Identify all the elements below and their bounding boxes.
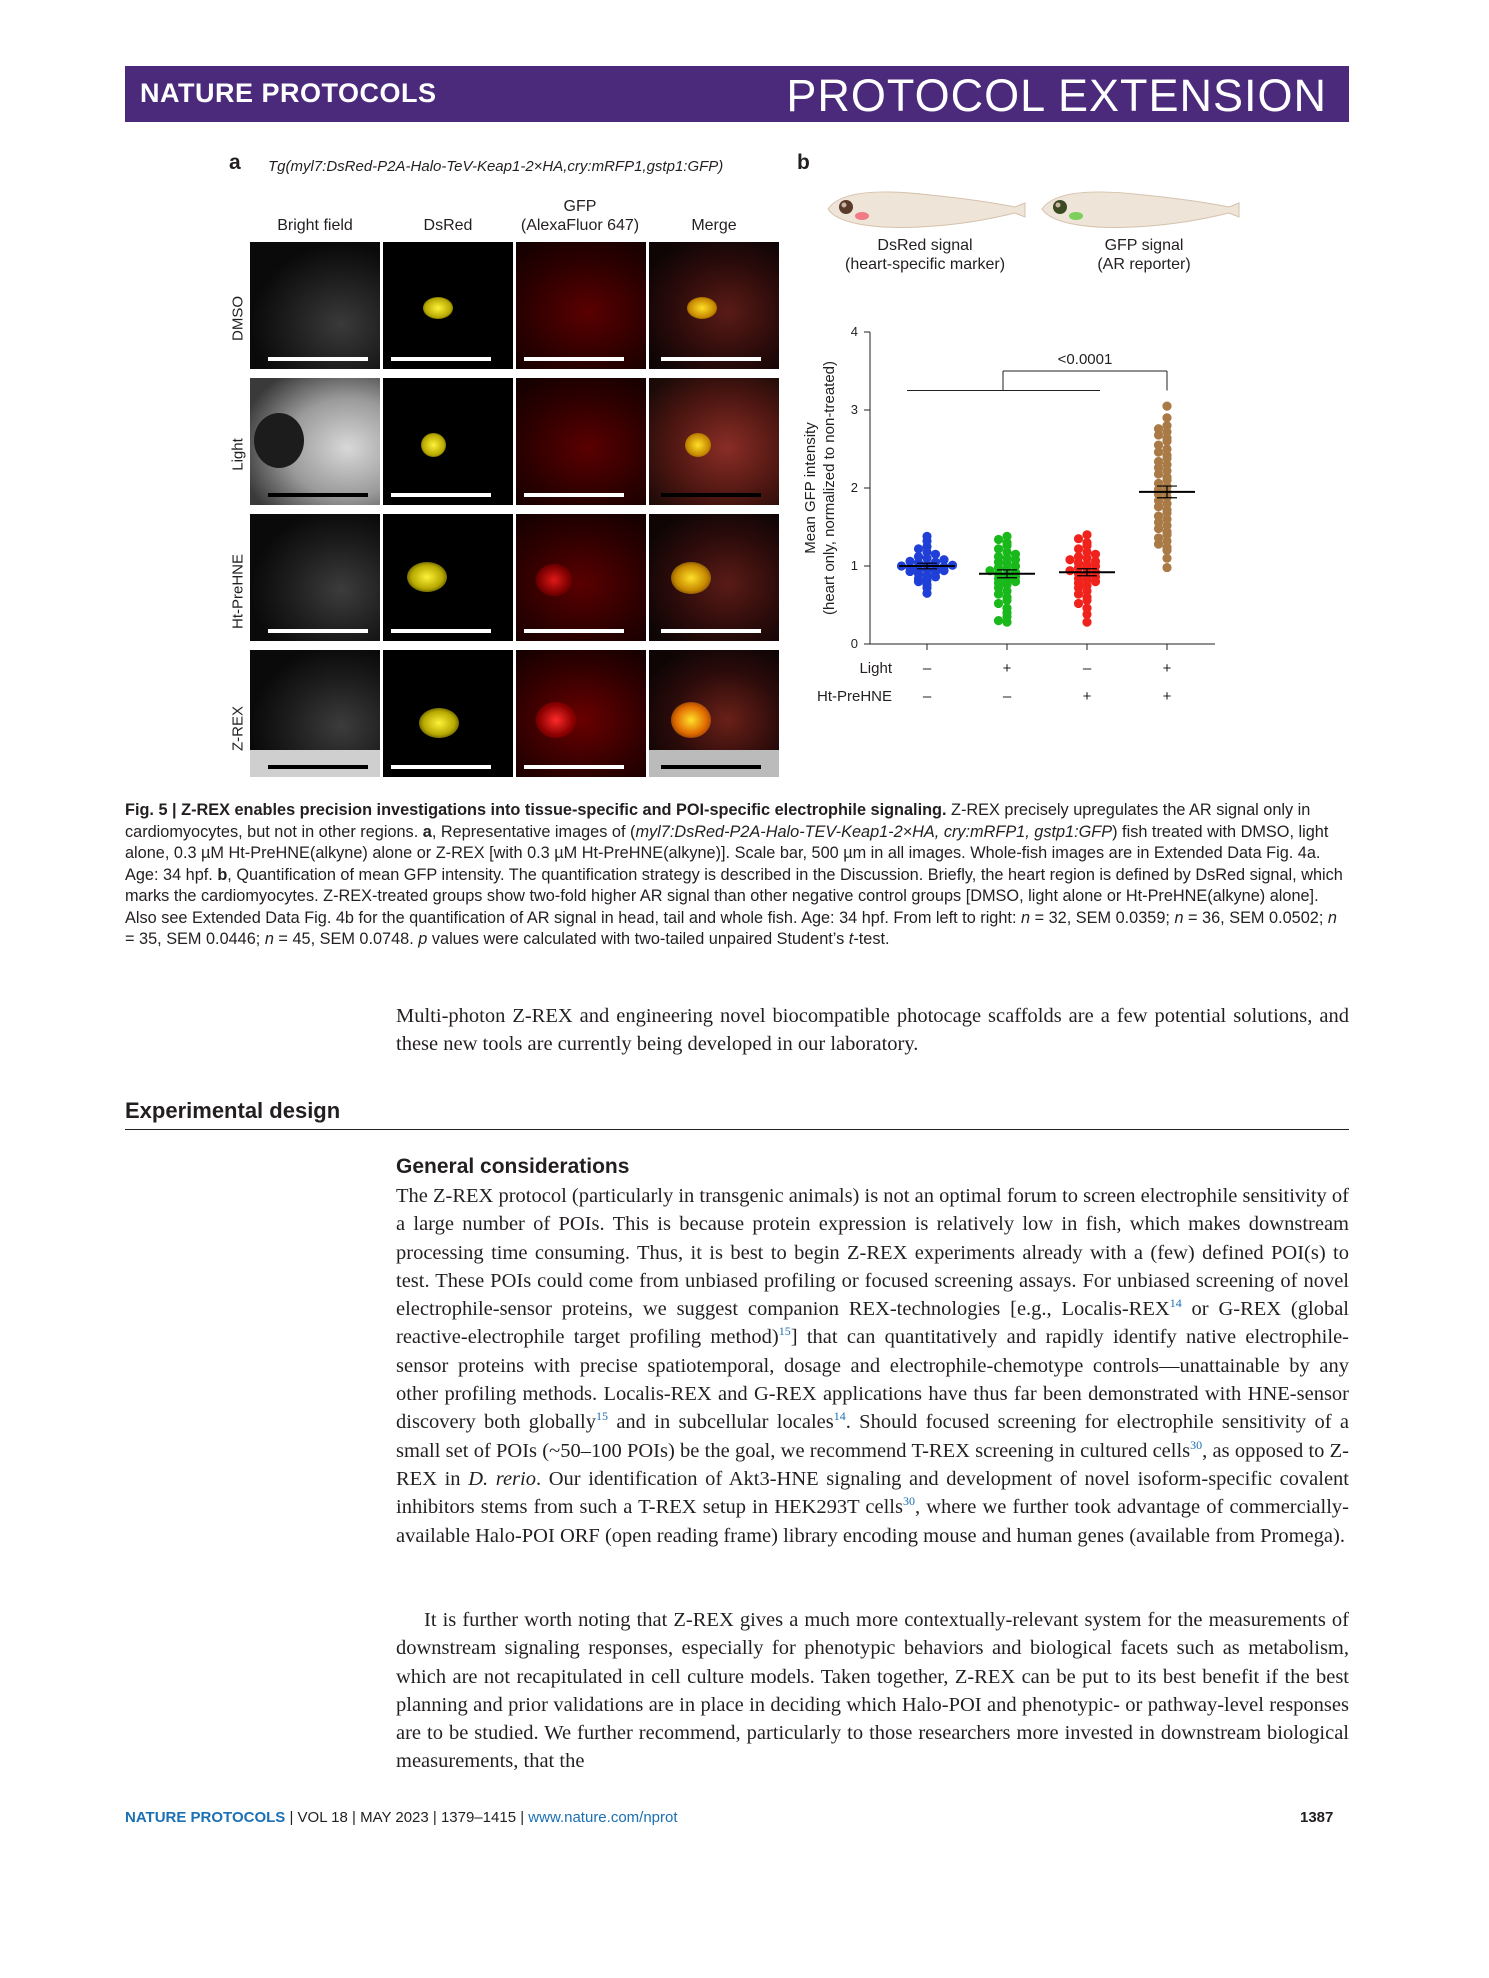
data-point xyxy=(1074,599,1083,608)
data-point xyxy=(1082,530,1091,539)
gfp-intensity-chart xyxy=(795,320,1235,720)
caption-n-3: n xyxy=(1327,908,1337,927)
p1-text-f: , as opposed to Z-REX in xyxy=(396,1439,1349,1490)
col-head-gfp: GFP (AlexaFluor 647) xyxy=(520,198,640,234)
row-label-light: Light xyxy=(229,438,247,471)
caption-t: t xyxy=(848,930,854,948)
series-dmso xyxy=(897,532,957,598)
image-htprehne-gfp xyxy=(516,514,646,641)
fish-label-dsred-name: DsRed signal xyxy=(877,237,973,254)
data-point xyxy=(1154,424,1163,433)
section-title: Experimental design xyxy=(125,1098,341,1123)
col-head-brightfield: Bright field xyxy=(277,217,353,234)
caption-n-2: n xyxy=(1174,908,1184,927)
panel-a-letter: a xyxy=(229,151,241,174)
image-zrex-brightfield xyxy=(250,650,380,777)
caption-text-2: , Representative images of ( xyxy=(431,822,636,841)
data-point xyxy=(905,557,914,566)
page-footer xyxy=(125,1809,678,1826)
section-rule xyxy=(125,1129,1349,1130)
ref-15-b[interactable]: 15 xyxy=(596,1409,608,1424)
panel-b-letter: b xyxy=(797,151,810,174)
caption-stat-2: = 36, SEM 0.0502; xyxy=(1183,908,1328,927)
footer-journal: NATURE PROTOCOLS xyxy=(125,1809,286,1826)
row-label-htprehne: Ht-PreHNE xyxy=(229,554,247,630)
data-point xyxy=(1091,550,1100,559)
data-point xyxy=(1162,402,1171,411)
image-light-gfp xyxy=(516,378,646,505)
data-point xyxy=(939,555,948,564)
col-head-merge: Merge xyxy=(691,217,737,234)
data-point xyxy=(994,544,1003,553)
factor-value: + xyxy=(1162,660,1172,677)
col-head-dsred: DsRed xyxy=(423,217,473,234)
footer-issue: | VOL 18 | MAY 2023 | 1379–1415 | xyxy=(285,1809,529,1826)
series-ht-prehne xyxy=(1059,530,1115,627)
y-axis-label: Mean GFP intensity xyxy=(802,422,819,554)
fish-label-dsred-sub: (heart-specific marker) xyxy=(844,256,1006,273)
caption-text-5: values were calculated with two-tailed unpaired Student’s xyxy=(427,930,849,948)
fish-dsred-illustration xyxy=(828,192,1025,228)
data-point xyxy=(994,535,1003,544)
factor-value: + xyxy=(1162,688,1172,705)
factor-value: – xyxy=(922,688,932,705)
row-label-dmso: DMSO xyxy=(229,296,247,341)
series-z-rex xyxy=(1139,402,1195,573)
y-tick-label: 1 xyxy=(850,558,858,573)
p1-text-g: . Our identification of Akt3-HNE signaling and development of novel isoform-specific covalent inhibitors stems from such a T-REX setup in HEK293T cells xyxy=(396,1467,1350,1519)
figure-caption xyxy=(125,800,1349,951)
data-point xyxy=(1074,544,1083,553)
article-type: PROTOCOL EXTENSION xyxy=(786,70,1327,121)
factor-label-light: Light xyxy=(859,660,892,677)
y-tick-label: 3 xyxy=(850,402,858,417)
data-point xyxy=(922,532,931,541)
ref-30[interactable]: 30 xyxy=(1190,1437,1203,1452)
image-light-brightfield xyxy=(250,378,380,505)
data-point xyxy=(1154,511,1163,520)
factor-value: – xyxy=(1002,688,1012,705)
ref-14[interactable]: 14 xyxy=(1169,1296,1182,1311)
fish-label-gfp xyxy=(1064,236,1224,274)
data-point xyxy=(1011,550,1020,559)
data-point xyxy=(1065,566,1074,575)
caption-text-6: -test. xyxy=(853,930,890,948)
panel-a-title: Tg(myl7:DsRed-P2A-Halo-TeV-Keap1-2×HA,cry:mRFP1,gstp1:GFP) xyxy=(268,158,724,175)
p1-text-h: , where we further took advantage of commercially-available Halo-POI ORF (open reading frame) library encoding mouse and human genes (available from Promega). xyxy=(396,1496,1349,1547)
data-point xyxy=(914,544,923,553)
p1-text-b: or G-REX (global reactive-electrophile target profiling method) xyxy=(396,1298,1349,1349)
image-zrex-dsred xyxy=(383,650,513,777)
fish-label-gfp-name: GFP signal xyxy=(1104,237,1184,254)
data-point xyxy=(1154,457,1163,466)
paragraph-intro: Multi-photon Z-REX and engineering novel biocompatible photocage scaffolds are a few potential solutions, and these new tools are currently being developed in our laboratory. xyxy=(396,1005,1349,1056)
image-light-merge xyxy=(649,378,779,505)
ref-15[interactable]: 15 xyxy=(778,1324,791,1339)
y-axis-label-sub: (heart only, normalized to non-treated) xyxy=(821,360,838,616)
fish-label-dsred xyxy=(835,236,1015,274)
caption-n-1: n xyxy=(1021,908,1031,927)
journal-banner xyxy=(125,66,1349,122)
y-tick-label: 2 xyxy=(850,480,858,495)
p1-text-d: and in subcellular locales xyxy=(608,1411,834,1434)
factor-value: – xyxy=(1082,660,1092,677)
p1-text-a: The Z-REX protocol (particularly in transgenic animals) is not an optimal forum to screen electrophile sensitivity of a large number of POIs. This is because protein expression is relatively low in fish, which makes downstream processing time consuming. Thus, it is best to begin Z-REX experiments already with a (few) defined POI(s) to test. These POIs could come from unbiased profiling or focused screening assays. For unbiased screening of novel electrophile-sensor proteins, we suggest companion REX-technologies [e.g., Localis-REX xyxy=(396,1185,1349,1321)
y-tick-label: 0 xyxy=(850,636,858,651)
image-htprehne-brightfield xyxy=(250,514,380,641)
caption-text-4: , Quantification of mean GFP intensity. The quantification strategy is described in the Discussion. Briefly, the heart region is defined by DsRed signal, which marks the cardiomyocytes. Z-REX-treated groups show two-fold higher AR signal than other negative control groups [DMSO, light alone or Ht-PreHNE(alkyne) alone]. Also see Extended Data Fig. 4b for the quantification of AR signal in head, tail and whole fish. Age: 34 hpf. From left to right: xyxy=(125,865,1343,927)
data-point xyxy=(994,616,1003,625)
page-number: 1387 xyxy=(1300,1809,1334,1826)
subsection-title: General considerations xyxy=(396,1155,630,1178)
data-point xyxy=(1154,533,1163,542)
factor-value: + xyxy=(1002,660,1012,677)
image-dmso-dsred xyxy=(383,242,513,369)
image-zrex-gfp xyxy=(516,650,646,777)
data-point xyxy=(1065,555,1074,564)
data-point xyxy=(1162,413,1171,422)
image-light-dsred xyxy=(383,378,513,505)
p1-text-e: . Should focused screening for electrophile sensitivity of a small set of POIs (~50–100 POIs) be the goal, we recommend T-REX screening in cultured cells xyxy=(396,1411,1349,1462)
y-tick-label: 4 xyxy=(850,324,858,339)
caption-text-1: Z-REX precisely upregulates the AR signal only in cardiomyocytes, but not in other regions. xyxy=(125,801,1311,841)
data-point xyxy=(1074,534,1083,543)
footer-url[interactable]: www.nature.com/nprot xyxy=(528,1809,678,1826)
factor-value: – xyxy=(922,660,932,677)
zebrafish-illustrations xyxy=(820,185,1240,233)
fish-gfp-illustration xyxy=(1042,192,1239,228)
paragraph-general-1 xyxy=(396,1182,1349,1550)
image-dmso-gfp xyxy=(516,242,646,369)
ref-14-b[interactable]: 14 xyxy=(833,1409,846,1424)
fish-label-gfp-sub: (AR reporter) xyxy=(1097,256,1191,273)
row-label-zrex: Z-REX xyxy=(229,706,247,751)
data-point xyxy=(994,599,1003,608)
image-htprehne-dsred xyxy=(383,514,513,641)
p1-species: D. rerio xyxy=(468,1467,536,1490)
image-dmso-brightfield xyxy=(250,242,380,369)
caption-stat-1: = 32, SEM 0.0359; xyxy=(1030,908,1175,927)
factor-label-ht-prehne: Ht-PreHNE xyxy=(816,688,892,705)
series-light xyxy=(979,532,1035,627)
ref-30-b[interactable]: 30 xyxy=(902,1494,915,1509)
data-point xyxy=(1002,532,1011,541)
image-htprehne-merge xyxy=(649,514,779,641)
data-point xyxy=(1162,563,1171,572)
caption-genotype: myl7:DsRed-P2A-Halo-TEV-Keap1-2×HA, cry:mRFP1, gstp1:GFP xyxy=(635,822,1113,841)
significance-label: <0.0001 xyxy=(1057,351,1113,368)
caption-figure-label: Fig. 5 | Z-REX enables precision investigations into tissue-specific and POI-specific electrophile signaling. xyxy=(125,801,947,819)
caption-p: p xyxy=(418,930,428,948)
data-point xyxy=(931,550,940,559)
paragraph-general-2: It is further worth noting that Z-REX gives a much more contextually-relevant system for the measurements of downstream signaling responses, especially for phenotypic behaviors and biological facets such as metabolism, which are not recapitulated in cell culture models. Taken together, Z-REX can be put to its best benefit if the best planning and prior validations are in place in deciding which Halo-POI and phenotypic- or pathway-level responses are to be studied. We further recommend, particularly to those researchers more invested in downstream biological measurements, that the xyxy=(396,1609,1349,1773)
caption-stat-3: = 35, SEM 0.0446; xyxy=(125,930,265,948)
caption-stat-4: = 45, SEM 0.0748. xyxy=(273,930,419,948)
p1-text-c: ] that can quantitatively and rapidly identify native electrophile-sensor proteins with precise spatiotemporal, dosage and electrophile-chemotype controls—unattainable by any other profiling methods. Localis-REX and G-REX applications have thus far been demonstrated with HNE-sensor discovery both globally xyxy=(396,1326,1349,1434)
data-point xyxy=(1154,441,1163,450)
caption-n-4: n xyxy=(264,930,274,948)
image-zrex-merge xyxy=(649,650,779,777)
caption-panel-b: b xyxy=(217,865,228,884)
journal-name: NATURE PROTOCOLS xyxy=(140,78,437,108)
caption-panel-a: a xyxy=(422,822,432,841)
factor-value: + xyxy=(1082,688,1092,705)
caption-text-3: ) fish treated with DMSO, light alone, 0.3 µM Ht-PreHNE(alkyne) alone or Z-REX [with 0.3 µM Ht-PreHNE(alkyne)]. Scale bar, 500 µm in all images. Whole-fish images are in Extended Data Fig. 4a. Age: 34 hpf. xyxy=(125,822,1329,884)
image-dmso-merge xyxy=(649,242,779,369)
